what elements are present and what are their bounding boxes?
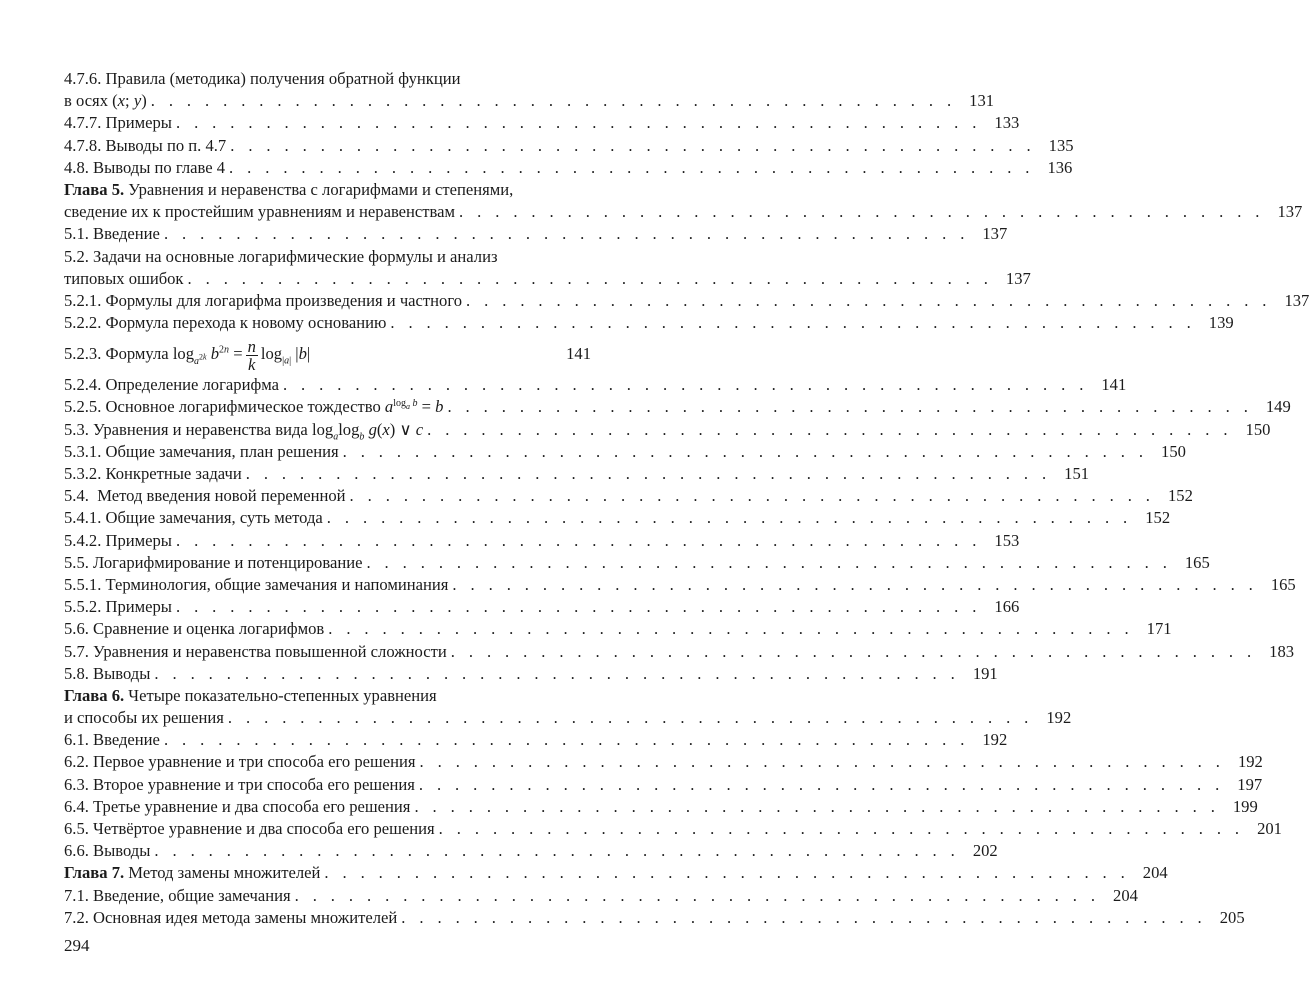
dot-leader: . . . . . . . . . . . . . . . . . . . . . . . . . . . . . . . . . . . . . . . . . . . . . [229,157,1035,177]
toc-page-number: 131 [969,91,995,111]
toc-entry[interactable] [64,818,1282,840]
toc-page-number: 151 [1064,464,1090,483]
toc-page-number: 192 [1046,708,1072,728]
toc-entry[interactable] [64,596,1020,618]
toc-chapter-heading[interactable] [64,179,591,201]
toc-page-number: 150 [1245,419,1271,439]
dot-leader: . . . . . . . . . . . . . . . . . . . . . . . . . . . . . . . . . . . . . . . . . . . . . [401,907,1207,927]
toc-page-number: 202 [972,841,998,861]
toc-chapter-heading[interactable] [64,862,1168,884]
toc-page-number: 133 [994,113,1020,133]
table-of-contents [64,68,1309,929]
toc-entry[interactable] [64,312,1234,334]
toc-entry-title: 4.7.7. Примеры [64,113,172,133]
dot-leader: . . . . . . . . . . . . . . . . . . . . . . . . . . . . . . . . . . . . . . . . . . . . . [427,419,1233,439]
dot-leader: . . . . . . . . . . . . . . . . . . . . . . . . . . . . . . . . . . . . . . . . . . . . . [342,441,1148,461]
dot-leader: . . . . . . . . . . . . . . . . . . . . . . . . . . . . . . . . . . . . . . . . . . . . . [187,268,993,288]
toc-page-number: 137 [1284,290,1309,310]
chapter-label: Глава 7. [64,863,125,883]
dot-leader: . . . . . . . . . . . . . . . . . . . . . . . . . . . . . . . . . . . . . . . . . . . . . [366,552,1172,572]
toc-entry-title: 5.2.2. Формула перехода к новому основанию [64,313,387,333]
dot-leader: . . . . . . . . . . . . . . . . . . . . . . . . . . . . . . . . . . . . . . . . . . . . . [419,752,1225,772]
toc-entry-title: 6.6. Выводы [64,841,151,861]
toc-entry[interactable] [64,268,1031,290]
dot-leader: . . . . . . . . . . . . . . . . . . . . . . . . . . . . . . . . . . . . . . . . . . . . . [245,464,1052,483]
dot-leader: . . . . . . . . . . . . . . . . . . . . . . . . . . . . . . . . . . . . . . . . . . . . . [414,796,1220,816]
dot-leader: . . . . . . . . . . . . . . . . . . . . . . . . . . . . . . . . . . . . . . . . . . . . . [324,863,1130,883]
toc-page-number: 199 [1232,796,1258,816]
toc-entry[interactable] [64,618,1172,640]
toc-entry-title: 5.5.1. Терминология, общие замечания и напоминания [64,574,449,594]
dot-leader: . . . . . . . . . . . . . . . . . . . . . . . . . . . . . . . . . . . . . . . . . . . . . [294,885,1100,905]
toc-entry[interactable] [64,530,1020,552]
toc-entry[interactable] [64,463,1090,485]
toc-page-number: 152 [1145,508,1171,528]
toc-page-number: 192 [982,730,1008,750]
toc-entry[interactable] [64,246,591,268]
dot-leader: . . . . . . . . . . . . . . . . . . . . . . . . . . . . . . . . . . . . . . . . . . . . . [328,619,1134,639]
dot-leader: . . . . . . . . . . . . . . . . . . . . . . . . . . . . . . . . . . . . . . . . . . . . . [163,730,970,750]
chapter-label: Глава 6. [64,685,125,705]
dot-leader: . . . . . . . . . . . . . . . . . . . . . . . . . . . . . . . . . . . . . . . . . . . . . [452,574,1258,594]
toc-entry-title: 5.2.4. Определение логарифма [64,375,279,395]
toc-entry-title: в осях (x; y) [64,91,147,111]
toc-chapter-heading[interactable] [64,685,591,707]
toc-entry-title: 7.2. Основная идея метода замены множителей [64,907,398,927]
toc-page-number: 153 [994,530,1020,550]
toc-entry-title: 5.4.1. Общие замечания, суть метода [64,508,323,528]
toc-page-number: 150 [1161,441,1186,461]
toc-page-number: 205 [1219,907,1245,927]
dot-leader: . . . . . . . . . . . . . . . . . . . . . . . . . . . . . . . . . . . . . . . . . . . . . [154,663,960,683]
toc-entry[interactable] [64,796,1258,818]
dot-leader: . . . . . . . . . . . . . . . . . . . . . . . . . . . . . . . . . . . . . . . . . . . . . [175,113,982,133]
toc-entry[interactable] [64,507,1171,529]
dot-leader: . . . . . . . . . . . . . . . . . . . . . . . . . . . . . . . . . . . . . . . . . . . . . [282,375,1089,395]
toc-entry-title: 5.6. Сравнение и оценка логарифмов [64,619,325,639]
toc-entry[interactable] [64,374,1127,396]
toc-entry[interactable] [64,552,1210,574]
toc-entry-title: 6.3. Второе уравнение и три способа его решения [64,774,415,794]
toc-entry[interactable] [64,574,1296,596]
dot-leader: . . . . . . . . . . . . . . . . . . . . . . . . . . . . . . . . . . . . . . . . . . . . . [227,708,1034,728]
dot-leader: . . . . . . . . . . . . . . . . . . . . . . . . . . . . . . . . . . . . . . . . . . . . . [154,841,960,861]
toc-page-number: 137 [982,224,1008,244]
toc-entry[interactable] [64,641,1295,663]
toc-entry[interactable] [64,840,998,862]
toc-page-number: 141 [566,344,591,364]
dot-leader: . . . . . . . . . . . . . . . . . . . . . . . . . . . . . . . . . . . . . . . . . . . . . [450,641,1257,661]
dot-leader: . . . . . . . . . . . . . . . . . . . . . . . . . . . . . . . . . . . . . . . . . . . . . [438,819,1244,838]
dot-leader: . . . . . . . . . . . . . . . . . . . . . . . . . . . . . . . . . . . . . . . . . . . . . [447,397,1253,417]
dot-leader: . . . . . . . . . . . . . . . . . . . . . . . . . . . . . . . . . . . . . . . . . . . . . [459,202,1265,222]
toc-entry[interactable] [64,290,1309,312]
toc-entry[interactable] [64,663,998,685]
toc-page-number: 152 [1167,486,1193,506]
toc-page-number: 141 [1101,375,1127,395]
toc-page-number: 204 [1113,885,1138,905]
toc-entry[interactable] [64,729,1008,751]
toc-entry-title: 5.2. Задачи на основные логарифмические формулы и анализ [64,246,498,266]
toc-entry-title: 5.3. Уравнения и неравенства вида [64,419,308,439]
toc-entry[interactable] [64,485,1193,507]
dot-leader: . . . . . . . . . . . . . . . . . . . . . . . . . . . . . . . . . . . . . . . . . . . . . [390,313,1196,333]
toc-entry[interactable] [64,707,1072,729]
page-number: 294 [64,936,90,955]
toc-entry-title: 5.2.1. Формулы для логарифма произведения и частного [64,290,463,310]
toc-page-number: 183 [1269,641,1295,661]
toc-entry[interactable] [64,201,1303,223]
toc-entry-title: 6.5. Четвёртое уравнение и два способа его решения [64,819,435,838]
toc-entry[interactable] [64,223,1008,245]
toc-entry-title: 5.5. Логарифмирование и потенцирование [64,552,363,572]
toc-entry-title: 6.4. Третье уравнение и два способа его решения [64,796,411,816]
toc-entry-title: 6.1. Введение [64,730,160,750]
toc-entry[interactable] [64,157,1073,179]
toc-page-number: 166 [994,597,1020,617]
toc-entry-title: типовых ошибок [64,268,184,288]
toc-page-number: 137 [1005,268,1031,288]
toc-entry-title: 5.3.1. Общие замечания, план решения [64,441,339,461]
toc-page-number: 191 [972,663,998,683]
loglog-formula: $\log_a\log_b$ g(x) ∨ c [311,419,424,442]
toc-page-number: 192 [1237,752,1263,772]
toc-entry[interactable] [64,135,1074,157]
log-identity-formula: $a^{log_a b} = b$ [384,397,444,417]
toc-entry-title: 5.3.2. Конкретные задачи [64,464,242,483]
toc-entry[interactable] [64,334,591,374]
toc-page-number: 136 [1047,157,1073,177]
dot-leader: . . . . . . . . . . . . . . . . . . . . . . . . . . . . . . . . . . . . . . . . . . . . . [349,486,1155,506]
toc-entry[interactable] [64,885,1138,907]
toc-entry-title: Уравнения и неравенства с логарифмами и степенями, [124,179,514,199]
toc-page-number: 139 [1208,313,1234,333]
toc-entry[interactable] [64,112,1020,134]
toc-entry-title: 4.7.6. Правила (методика) получения обратной функции [64,69,461,88]
toc-page-number: 165 [1270,574,1296,594]
toc-entry[interactable] [64,774,1263,796]
toc-entry-title: 5.2.3. Формула [64,344,169,364]
toc-entry[interactable] [64,396,1291,418]
dot-leader: . . . . . . . . . . . . . . . . . . . . . . . . . . . . . . . . . . . . . . . . . . . . . [163,224,970,244]
toc-entry-title: 7.1. Введение, общие замечания [64,885,291,905]
toc-entry-title: сведение их к простейшим уравнениям и неравенствам [64,202,456,222]
dot-leader: . . . . . . . . . . . . . . . . . . . . . . . . . . . . . . . . . . . . . . . . . . . . . [150,91,957,111]
toc-entry-title: 4.7.8. Выводы по п. 4.7 [64,135,227,155]
toc-entry-title: 5.2.5. Основное логарифмическое тождество [64,397,381,417]
dot-leader: . . . . . . . . . . . . . . . . . . . . . . . . . . . . . . . . . . . . . . . . . . . . . [175,530,982,550]
toc-entry-title: 5.7. Уравнения и неравенства повышенной сложности [64,641,447,661]
toc-entry-title: 5.5.2. Примеры [64,597,172,617]
toc-entry[interactable] [64,441,1186,463]
toc-page-number: 149 [1265,397,1291,417]
dot-leader: . . . . . . . . . . . . . . . . . . . . . . . . . . . . . . . . . . . . . . . . . . . . . [466,290,1272,310]
chapter-label: Глава 5. [64,179,125,199]
dot-leader: . . . . . . . . . . . . . . . . . . . . . . . . . . . . . . . . . . . . . . . . . . . . . [326,508,1133,528]
toc-page-number: 137 [1277,202,1303,222]
log-power-formula: $\log_{a^{2k}} b^{2n}$ = $\frac{n}{k}$ $\log_{|a|} |b|$ [172,336,311,374]
toc-entry-title: 5.1. Введение [64,224,160,244]
dot-leader: . . . . . . . . . . . . . . . . . . . . . . . . . . . . . . . . . . . . . . . . . . . . . [175,597,982,617]
toc-entry[interactable] [64,90,995,112]
toc-entry-title: 5.4.2. Примеры [64,530,172,550]
toc-entry-title: Метод замены множителей [124,863,321,883]
toc-entry-title: и способы их решения [64,708,224,728]
toc-page-number: 197 [1237,774,1263,794]
toc-entry-title: 5.8. Выводы [64,663,151,683]
toc-page-number: 165 [1184,552,1210,572]
toc-page-number: 201 [1257,819,1282,838]
toc-entry-title: 5.4. Метод введения новой переменной [64,486,346,506]
toc-page-number: 204 [1142,863,1168,883]
toc-page-number: 135 [1048,135,1074,155]
toc-entry-title: 6.2. Первое уравнение и три способа его решения [64,752,416,772]
toc-entry-title: Четыре показательно-степенных уравнения [124,685,437,705]
toc-entry-title: 4.8. Выводы по главе 4 [64,157,226,177]
toc-entry[interactable] [64,907,1245,929]
dot-leader: . . . . . . . . . . . . . . . . . . . . . . . . . . . . . . . . . . . . . . . . . . . . . [230,135,1036,155]
toc-page-number: 171 [1146,619,1172,639]
toc-entry[interactable] [64,751,1263,773]
dot-leader: . . . . . . . . . . . . . . . . . . . . . . . . . . . . . . . . . . . . . . . . . . . . . [418,774,1225,794]
toc-entry[interactable] [64,68,591,90]
toc-entry[interactable] [64,419,1271,442]
